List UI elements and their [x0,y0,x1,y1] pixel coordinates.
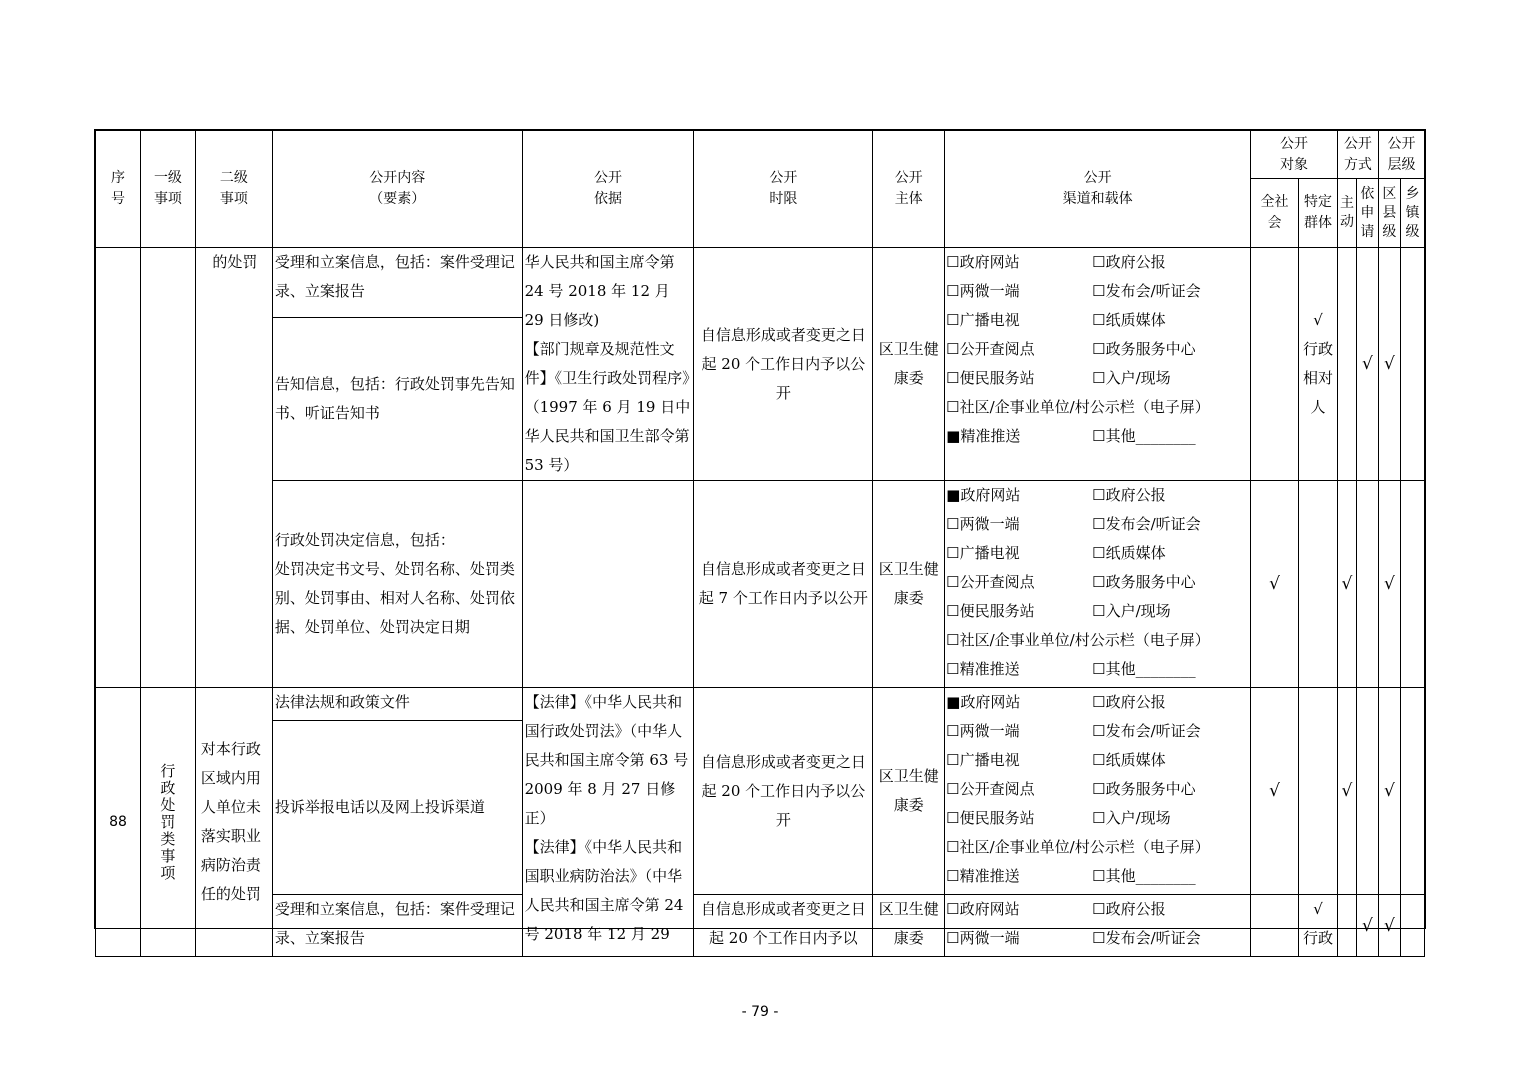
cell-seq-88: 88 [96,688,141,957]
channel-option: ☐便民服务站 [946,602,1035,620]
channel-option: ☐两微一端 [946,515,1020,533]
channel-option: ☐公开查阅点 [946,780,1035,798]
cell-town-a [1400,248,1424,481]
channel-option: ☐纸质媒体 [1092,311,1166,329]
cell-active-c [1337,895,1356,957]
channel-option: ■精准推送 [946,427,1021,445]
header-level: 公开 层级 [1378,131,1424,179]
cell-all-a [1251,248,1299,481]
channel-option: ☐两微一端 [946,929,1020,947]
cell-town-c [1400,895,1424,957]
cell-limit-a: 自信息形成或者变更之日起 20 个工作日内予以公开 [694,248,873,481]
cell-county-a: √ [1378,248,1400,481]
cell-town-b [1400,481,1424,688]
cell-content-laws: 法律法规和政策文件 [272,688,522,721]
cell-basis-88: 【法律】《中华人民共和国行政处罚法》（中华人民共和国主席令第 63 号 2009 年 8 月 27 日修正） 【法律】《中华人民共和国职业病防治法》（中华人民共和国主席令第 24 号 2018 年 12 月 29 [522,688,694,957]
cell-level2-88: 对本行政区域内用人单位未落实职业病防治责任的处罚 [195,688,272,957]
channel-option: ☐发布会/听证会 [1092,515,1201,533]
cell-basis-b [522,481,694,688]
cell-subject-c: 区卫生健康委 [873,895,945,957]
header-method-apply: 依 申 请 [1356,179,1378,248]
header-channel: 公开 渠道和载体 [945,131,1251,248]
channel-option: ☐社区/企事业单位/村公示栏（电子屏） [946,398,1210,416]
header-level-town: 乡 镇 级 [1400,179,1424,248]
channel-option: ☐纸质媒体 [1092,544,1166,562]
cell-county-88: √ [1378,688,1400,895]
channel-option: ☐政务服务中心 [1092,340,1196,358]
channel-option: ☐公开查阅点 [946,340,1035,358]
header-seq: 序 号 [96,131,141,248]
cell-active-b: √ [1337,481,1356,688]
cell-content-complaint: 投诉举报电话以及网上投诉渠道 [272,721,522,895]
cell-limit-88: 自信息形成或者变更之日起 20 个工作日内予以公开 [694,688,873,895]
channel-option: ☐政府公报 [1092,693,1166,711]
channel-list-a [945,248,1250,451]
cell-subject-a: 区卫生健康委 [873,248,945,481]
disclosure-table-frame [94,129,1426,947]
header-content: 公开内容 （要素） [272,131,522,248]
channel-option: ☐精准推送 [946,867,1020,885]
cell-county-c: √ [1378,895,1400,957]
channel-option: ☐政府公报 [1092,253,1166,271]
channel-list-b [945,481,1250,684]
channel-option: ☐社区/企事业单位/村公示栏（电子屏） [946,838,1210,856]
cell-subject-b: 区卫生健康委 [873,481,945,688]
cell-subject-88: 区卫生健康委 [873,688,945,895]
channel-option: ☐发布会/听证会 [1092,282,1201,300]
channel-option: ☐广播电视 [946,751,1020,769]
cell-group-88 [1298,688,1337,895]
channel-option: ■政府网站 [946,486,1021,504]
cell-basis-a: 华人民共和国主席令第24 号 2018 年 12 月 29 日修改) 【部门规章及规范性文件】《卫生行政处罚程序》（1997 年 6 月 19 日中华人民共和国卫生部令第 53 号） [522,248,694,481]
cell-content-accept: 受理和立案信息，包括：案件受理记录、立案报告 [272,248,522,318]
channel-option: ☐政府公报 [1092,486,1166,504]
cell-apply-c: √ [1356,895,1378,957]
header-object: 公开 对象 [1251,131,1338,179]
channel-option: ☐其他________ [1092,660,1196,678]
channel-list-88 [945,688,1250,891]
channel-option: ☐便民服务站 [946,809,1035,827]
channel-option: ☐发布会/听证会 [1092,929,1201,947]
cell-seq-empty [96,248,141,688]
cell-content-accept-2: 受理和立案信息，包括：案件受理记录、立案报告 [272,895,522,957]
channel-option: ☐公开查阅点 [946,573,1035,591]
channel-option: ☐社区/企事业单位/村公示栏（电子屏） [946,631,1210,649]
cell-level1-88: 行政处罚类事项 [140,688,195,957]
channel-option: ☐政府网站 [946,253,1020,271]
cell-group-b [1298,481,1337,688]
channel-option: ☐广播电视 [946,544,1020,562]
cell-all-b: √ [1251,481,1299,688]
channel-option: ☐其他________ [1092,867,1196,885]
channel-option: ☐政务服务中心 [1092,573,1196,591]
channel-option: ☐其他________ [1092,427,1196,445]
channel-option: ☐两微一端 [946,282,1020,300]
header-object-all: 全社 会 [1251,179,1299,248]
channel-option: ☐纸质媒体 [1092,751,1166,769]
header-method-active: 主 动 [1337,179,1356,248]
channel-option: ☐政府公报 [1092,900,1166,918]
disclosure-table [95,130,1425,957]
cell-channels-c [945,895,1251,957]
cell-all-c [1251,895,1299,957]
cell-group-a: √ 行政 相对 人 [1298,248,1337,481]
channel-option: ☐两微一端 [946,722,1020,740]
cell-content-decision: 行政处罚决定信息，包括： 处罚决定书文号、处罚名称、处罚类别、处罚事由、相对人名称、处罚依据、处罚单位、处罚决定日期 [272,481,522,688]
channel-list-c [945,895,1250,953]
header-basis: 公开 依据 [522,131,694,248]
channel-option: ☐便民服务站 [946,369,1035,387]
cell-content-notice: 告知信息，包括：行政处罚事先告知书、听证告知书 [272,317,522,480]
cell-apply-88 [1356,688,1378,895]
cell-limit-b: 自信息形成或者变更之日起 7 个工作日内予以公开 [694,481,873,688]
cell-active-88: √ [1337,688,1356,895]
cell-channels-b [945,481,1251,688]
channel-option: ☐广播电视 [946,311,1020,329]
header-level-county: 区 县 级 [1378,179,1400,248]
cell-active-a [1337,248,1356,481]
header-method: 公开 方式 [1337,131,1378,179]
channel-option: ☐发布会/听证会 [1092,722,1201,740]
cell-level1-empty [140,248,195,688]
channel-option: ☐政府网站 [946,900,1020,918]
cell-apply-b [1356,481,1378,688]
cell-town-88 [1400,688,1424,895]
cell-level2-tail: 的处罚 [195,248,272,688]
channel-option: ☐入户/现场 [1092,809,1171,827]
cell-all-88: √ [1251,688,1299,895]
header-level2: 二级 事项 [195,131,272,248]
header-level1: 一级 事项 [140,131,195,248]
channel-option: ■政府网站 [946,693,1021,711]
channel-option: ☐入户/现场 [1092,602,1171,620]
cell-limit-c: 自信息形成或者变更之日起 20 个工作日内予以 [694,895,873,957]
header-object-group: 特定 群体 [1298,179,1337,248]
page-number: - 79 - [741,1004,779,1020]
channel-option: ☐政务服务中心 [1092,780,1196,798]
header-limit: 公开 时限 [694,131,873,248]
cell-channels-a [945,248,1251,481]
cell-group-c: √ 行政 [1298,895,1337,957]
channel-option: ☐入户/现场 [1092,369,1171,387]
header-subject: 公开 主体 [873,131,945,248]
channel-option: ☐精准推送 [946,660,1020,678]
cell-channels-88 [945,688,1251,895]
cell-apply-a: √ [1356,248,1378,481]
cell-county-b: √ [1378,481,1400,688]
